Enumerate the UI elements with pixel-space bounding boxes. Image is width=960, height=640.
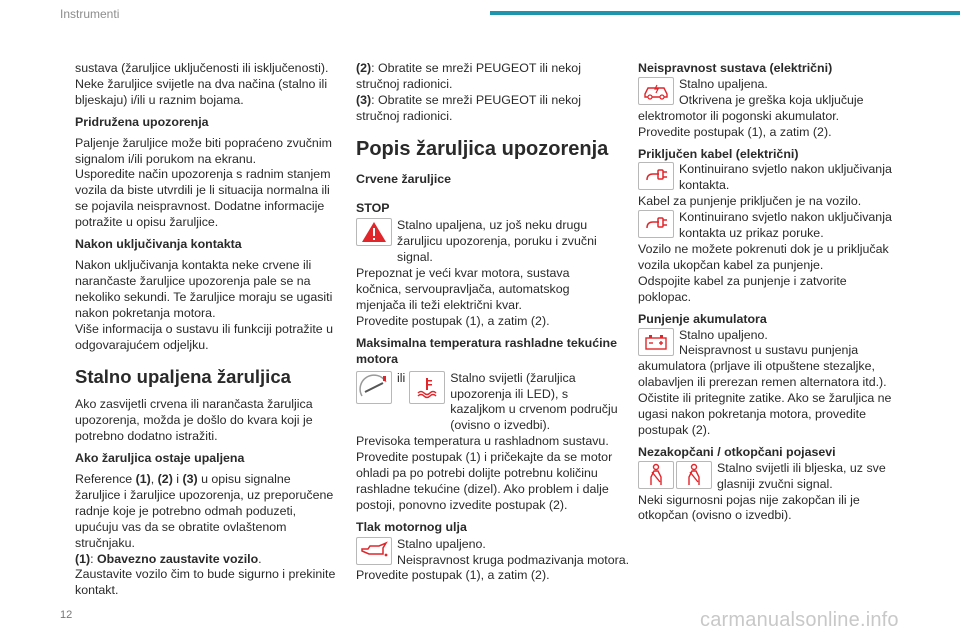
electric-description: Stalno upaljena. <box>679 76 768 91</box>
electric-entry <box>638 77 900 125</box>
belt-entry <box>638 461 900 493</box>
battery-entry <box>638 328 900 392</box>
section-heading-steady-light: Stalno upaljena žaruljica <box>75 366 291 388</box>
column-1 <box>75 61 337 599</box>
paragraph: Nakon uključivanja kontakta neke crvene ili narančaste žaruljice upozorenja pale se na nekoliko sekundi. Te žaruljice moraju se ugasiti nakon pokretanja motora. <box>75 257 333 320</box>
paragraph-references: Reference (1), (2) i (3) u opisu signalne žaruljice i žaruljice upozorenja, uz preporučene radnje koje je potrebno odmah poduzeti, upućuju vas da se obratite ovlaštenom stručnjaku. <box>75 472 334 550</box>
heading-electric-fault: Neispravnost sustava (električni) <box>638 61 833 75</box>
heading-coolant-temperature: Maksimalna temperatura rashladne tekućine motora <box>356 335 617 366</box>
stop-description: Stalno upaljena, uz još neku drugu žaruljicu upozorenja, poruku i zvučni signal. <box>397 218 597 265</box>
reference-3: (3): Obratite se mreži PEUGEOT ili nekoj stručnoj radionici. <box>356 92 581 123</box>
page-number: 12 <box>60 609 73 621</box>
plug-description: Kontinuirano svjetlo nakon uključivanja kontakta. <box>679 162 892 193</box>
seatbelt-icon <box>676 461 712 489</box>
heading-battery-charge: Punjenje akumulatora <box>638 311 767 326</box>
reference-2: (2): Obratite se mreži PEUGEOT ili nekoj stručnoj radionici. <box>356 61 581 91</box>
subheading-red-lights: Crvene žaruljice <box>356 171 452 186</box>
heading-cable-connected: Priključen kabel (električni) <box>638 146 799 161</box>
heading-seatbelts: Nezakopčani / otkopčani pojasevi <box>638 444 836 459</box>
paragraph: Provedite postupak (1), a zatim (2). <box>356 568 550 583</box>
section-heading-warning-list: Popis žaruljica upozorenja <box>356 137 609 160</box>
heading-stop: STOP <box>356 200 390 215</box>
belt-description: Stalno svijetli ili bljeska, uz sve glasniji zvučni signal. <box>717 460 886 491</box>
paragraph: Provedite postupak (1), a zatim (2). <box>638 124 832 139</box>
oil-pressure-icon <box>356 537 392 565</box>
paragraph: Očistite ili pritegnite zatike. Ako se žaruljica ne ugasi nakon pokretanja motora, provedite postupak (2). <box>638 391 892 437</box>
stop-warning-icon <box>356 218 392 246</box>
section-title: Instrumenti <box>60 7 120 21</box>
coolant-temperature-gauge-icon <box>356 371 392 404</box>
paragraph: Paljenje žaruljice može biti popraćeno zvučnim signalom i/ili porukom na ekranu. <box>75 135 332 166</box>
plug-entry-1 <box>638 162 900 194</box>
charging-cable-icon <box>638 162 674 190</box>
oil-entry <box>356 536 630 569</box>
paragraph: Zaustavite vozilo čim to bude sigurno i prekinite kontakt. <box>75 567 336 598</box>
oil-description: Stalno upaljeno. <box>397 536 486 551</box>
paragraph: Neki sigurnosni pojas nije zakopčan ili je otkopčan (ovisno o izvedbi). <box>638 492 860 523</box>
column-2 <box>356 61 630 584</box>
coolant-entry <box>356 371 618 435</box>
paragraph: Odspojite kabel za punjenje i zatvorite poklopac. <box>638 273 847 304</box>
electric-description-2: Otkrivena je greška koja uključuje elektromotor ili pogonski akumulator. <box>638 92 864 123</box>
paragraph: Više informacija o sustavu ili funkciji potražite u odgovarajućem odjeljku. <box>75 321 334 352</box>
paragraph: Ako zasvijetli crvena ili narančasta žaruljica upozorenja, možda je došlo do kvara koji je potrebno dodatno istražiti. <box>75 397 313 444</box>
heading-if-light-stays-on: Ako žaruljica ostaje upaljena <box>75 451 245 466</box>
paragraph: Vozilo ne možete pokrenuti dok je u priključak vozila ukopčan kabel za punjenje. <box>638 241 889 272</box>
watermark: carmanualsonline.info <box>700 609 899 631</box>
heading-associated-warnings: Pridružena upozorenja <box>75 114 209 129</box>
charging-cable-icon <box>638 210 674 238</box>
header-accent-bar <box>490 11 960 15</box>
battery-description-2: Neispravnost u sustavu punjenja akumulatora (prljave ili otpuštene stezaljke, olabavljen ili prerezan remen alternatora itd.). <box>638 343 887 390</box>
column-3 <box>638 61 900 524</box>
coolant-temperature-icon <box>409 371 445 404</box>
paragraph: Prepoznat je veći kvar motora, sustava kočnica, servoupravljača, automatskog mjenjača ili teži električni kvar. <box>356 266 570 312</box>
paragraph: Provedite postupak (1) i pričekajte da se motor ohladi pa po potrebi dolijte potrebnu količinu rashladne tekućine (dizel). Ako problem i dalje postoji, ponovno izvedite postupak (2). <box>356 450 613 512</box>
stop-entry <box>356 218 618 266</box>
coolant-description: Stalno svijetli (žaruljica upozorenja ili LED), s kazaljkom u crvenom području (ovisno o izvedbi). <box>450 370 618 433</box>
heading-oil-pressure: Tlak motornog ulja <box>356 519 467 534</box>
paragraph: Usporedite način upozorenja s radnim stanjem vozila da biste utvrdili je li situacija normalna ili se pojavila neispravnost. Dodatne informacije potražite u opisu žaruljice. <box>75 167 331 230</box>
battery-description: Stalno upaljeno. <box>679 327 768 342</box>
plug-entry-2 <box>638 210 900 242</box>
paragraph: Provedite postupak (1), a zatim (2). <box>356 313 550 328</box>
paragraph-step-1: (1): Obavezno zaustavite vozilo. <box>75 551 262 566</box>
paragraph: Previsoka temperatura u rashladnom sustavu. <box>356 434 609 449</box>
or-label: ili <box>397 370 406 385</box>
paragraph: Kabel za punjenje priključen je na vozilo. <box>638 194 862 209</box>
plug-description: Kontinuirano svjetlo nakon uključivanja kontakta uz prikaz poruke. <box>679 210 892 241</box>
oil-description-2: Neispravnost kruga podmazivanja motora. <box>397 552 630 567</box>
heading-after-ignition: Nakon uključivanja kontakta <box>75 237 242 252</box>
paragraph: sustava (žaruljice uključenosti ili isključenosti). Neke žaruljice svijetle na dva načina (stalno ili bljeskaju) i/ili u raznim bojama. <box>75 61 329 107</box>
seatbelt-icon <box>638 461 674 489</box>
